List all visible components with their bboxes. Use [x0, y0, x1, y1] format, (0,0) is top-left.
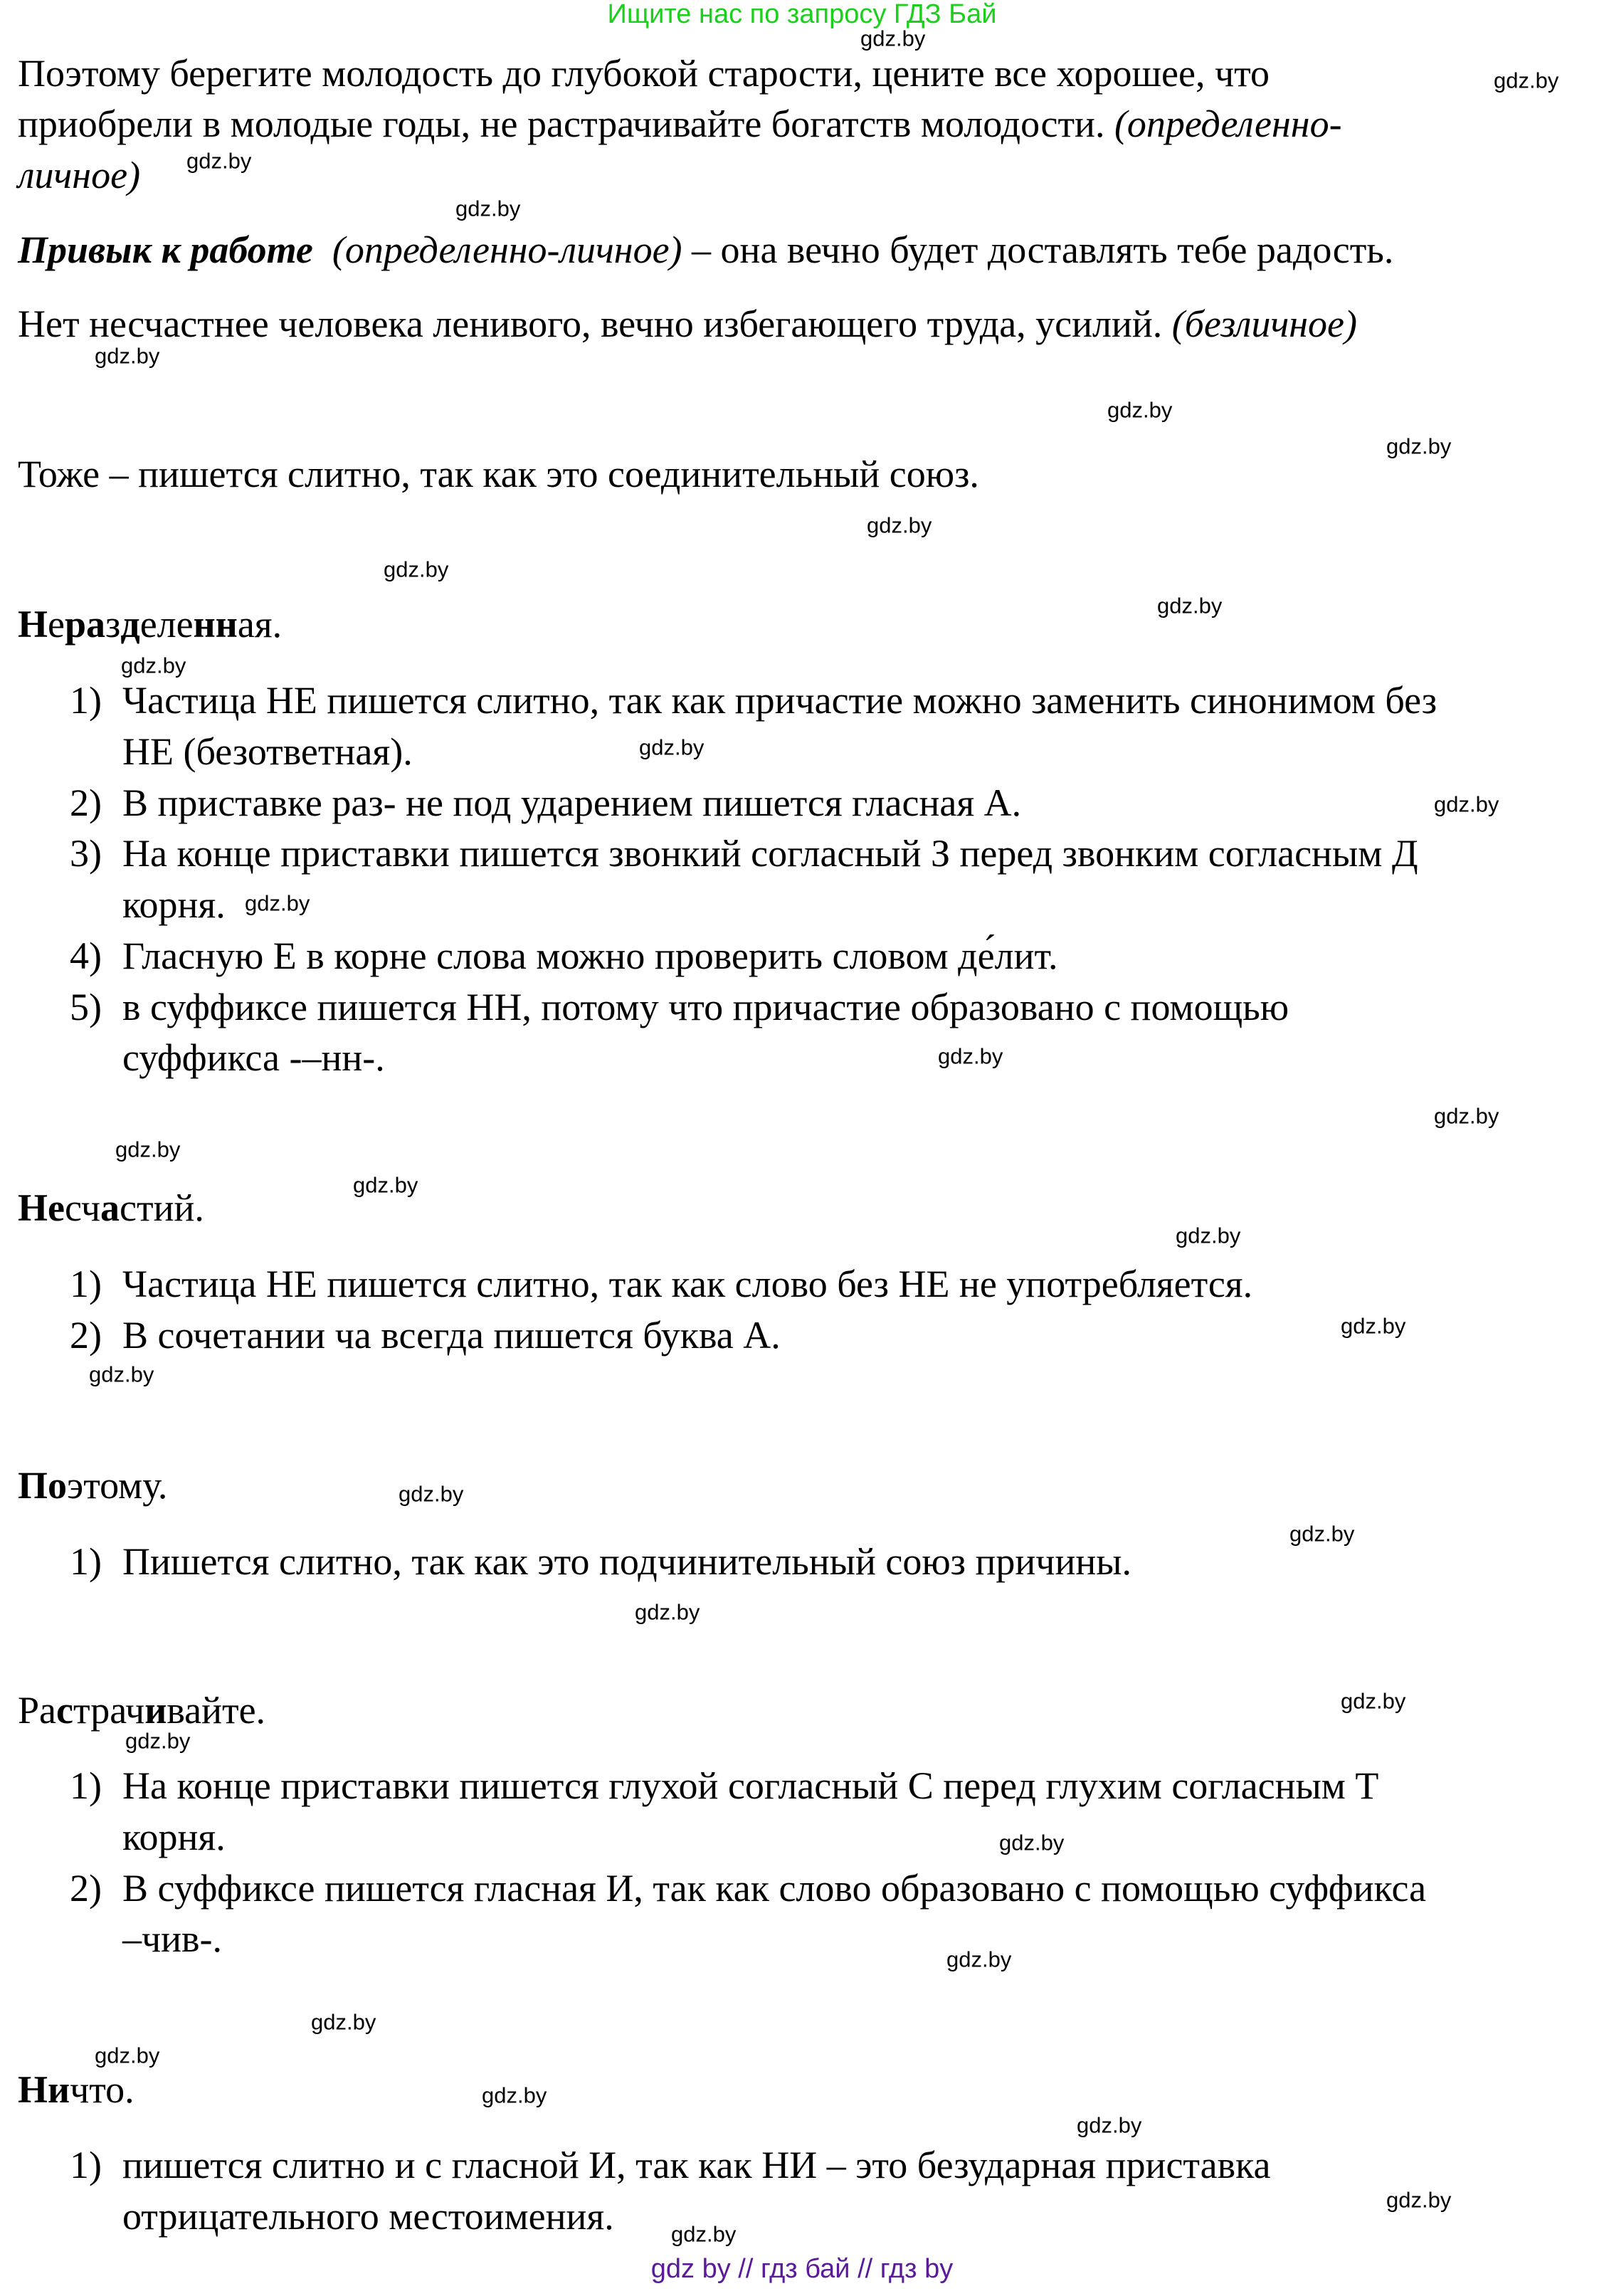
watermark: gdz.by: [121, 653, 186, 678]
section-heading: [18, 1689, 266, 1732]
watermark: gdz.by: [482, 2082, 547, 2108]
h-seg: сч: [64, 1186, 101, 1229]
watermark: gdz.by: [245, 890, 310, 916]
list-number: 4): [70, 934, 102, 977]
h-seg: ле: [157, 603, 194, 646]
watermark: gdz.by: [946, 1947, 1012, 1972]
text: приобрели в молодые годы, не растрачивайте богатств молодости.: [18, 102, 1114, 145]
paragraph-line: [18, 228, 1394, 271]
h-seg: з: [105, 603, 121, 646]
watermark: gdz.by: [1157, 593, 1223, 618]
watermark: gdz.by: [125, 1728, 191, 1754]
h-seg: ая.: [237, 603, 283, 646]
sentence-type: (определенно-личное): [332, 228, 682, 271]
section-heading: [18, 2070, 134, 2109]
watermark: gdz.by: [1434, 1103, 1499, 1129]
watermark: gdz.by: [399, 1481, 464, 1507]
h-seg: е: [139, 603, 157, 646]
watermark: gdz.by: [384, 557, 449, 582]
watermark: gdz.by: [1077, 2112, 1142, 2138]
list-number: 1): [70, 1764, 102, 1807]
search-banner[interactable]: Ищите нас по запросу ГДЗ Бай: [607, 0, 997, 29]
list-item: Частица НЕ пишется слитно, так как слово без НЕ не употребляется.: [122, 1263, 1253, 1305]
list-number: 3): [70, 832, 102, 875]
list-item: В приставке раз- не под ударением пишется гласная А.: [122, 781, 1022, 824]
list-item: отрицательного местоимения.: [122, 2195, 614, 2238]
h-seg: стий.: [120, 1186, 204, 1229]
list-item: НЕ (безответная).: [122, 730, 413, 773]
h-seg: вайте.: [167, 1689, 266, 1732]
list-number: 5): [70, 986, 102, 1028]
list-number: 1): [70, 2144, 102, 2186]
list-item: Частица НЕ пишется слитно, так как причастие можно заменить синонимом без: [122, 679, 1437, 722]
h-seg: Ни: [18, 2068, 70, 2111]
list-number: 2): [70, 1867, 102, 1910]
watermark: gdz.by: [938, 1043, 1003, 1069]
h-seg: с: [56, 1689, 73, 1732]
watermark: gdz.by: [353, 1172, 418, 1198]
list-item: корня.: [122, 1816, 226, 1858]
list-item: пишется слитно и с гласной И, так как НИ – это безударная приставка: [122, 2144, 1271, 2186]
sentence-type: (безличное): [1171, 302, 1357, 345]
h-seg: что.: [70, 2068, 134, 2111]
watermark: gdz.by: [95, 343, 160, 369]
list-item: в суффиксе пишется НН, потому что причастие образовано с помощью: [122, 986, 1289, 1028]
h-seg: трач: [73, 1689, 145, 1732]
list-number: 1): [70, 1540, 102, 1583]
paragraph-line: Поэтому берегите молодость до глубокой старости, цените все хорошее, что: [18, 52, 1270, 95]
watermark: gdz.by: [455, 196, 521, 221]
h-seg: Н: [18, 603, 48, 646]
watermark: gdz.by: [1386, 433, 1452, 459]
h-seg: По: [18, 1464, 68, 1507]
h-seg: е: [48, 603, 65, 646]
section-heading: [18, 1186, 204, 1229]
list-item: суффикса -–нн-.: [122, 1036, 385, 1079]
list-item: Пишется слитно, так как это подчинительный союз причины.: [122, 1540, 1132, 1583]
list-number: 2): [70, 1314, 102, 1357]
watermark: gdz.by: [999, 1830, 1065, 1855]
watermark: gdz.by: [867, 512, 932, 538]
watermark: gdz.by: [95, 2043, 160, 2068]
paragraph-line: [18, 302, 1357, 345]
bold-phrase: Привык к работе: [18, 228, 313, 271]
sentence-type: (определенно-: [1114, 102, 1342, 145]
h-seg: Не: [18, 1186, 65, 1229]
list-item: В суффиксе пишется гласная И, так как слово образовано с помощью суффикса: [122, 1867, 1427, 1910]
list-item: –чив-.: [122, 1917, 223, 1960]
h-seg: д: [120, 603, 140, 646]
section-heading: [18, 603, 283, 646]
footer-links[interactable]: gdz by // гдз бай // гдз by: [650, 2254, 954, 2284]
watermark: gdz.by: [311, 2009, 376, 2035]
list-number: 1): [70, 679, 102, 722]
list-item: На конце приставки пишется глухой согласный С перед глухим согласным Т: [122, 1764, 1379, 1807]
section-heading: [18, 1466, 167, 1505]
watermark: gdz.by: [1434, 791, 1499, 817]
list-item: Гласную Е в корне слова можно проверить словом де́лит.: [122, 934, 1058, 977]
list-number: 1): [70, 1263, 102, 1305]
watermark: gdz.by: [1176, 1223, 1241, 1248]
watermark: gdz.by: [1494, 68, 1559, 93]
h-seg: Ра: [18, 1689, 56, 1732]
watermark: gdz.by: [89, 1362, 154, 1387]
paragraph-line: [18, 156, 140, 194]
watermark: gdz.by: [860, 26, 926, 51]
watermark: gdz.by: [1341, 1313, 1406, 1339]
h-seg: нн: [193, 603, 238, 646]
paragraph-line: [18, 102, 1342, 145]
watermark: gdz.by: [1107, 397, 1173, 423]
h-seg: а: [100, 1186, 120, 1229]
text: Нет несчастнее человека ленивого, вечно избегающего труда, усилий.: [18, 302, 1172, 345]
h-seg: этому.: [67, 1464, 168, 1507]
list-item: На конце приставки пишется звонкий согласный З перед звонким согласным Д: [122, 832, 1418, 875]
watermark: gdz.by: [1386, 2187, 1452, 2213]
paragraph-line: Тоже – пишется слитно, так как это соединительный союз.: [18, 453, 979, 495]
list-item: корня.: [122, 883, 226, 926]
watermark: gdz.by: [1289, 1521, 1355, 1547]
watermark: gdz.by: [186, 148, 252, 174]
sentence-type: личное): [18, 154, 141, 196]
text: – она вечно будет доставлять тебе радость.: [682, 228, 1394, 271]
list-number: 2): [70, 781, 102, 824]
list-item: В сочетании ча всегда пишется буква А.: [122, 1314, 781, 1357]
watermark: gdz.by: [115, 1137, 181, 1162]
h-seg: и: [144, 1689, 167, 1732]
h-seg: ра: [64, 603, 106, 646]
watermark: gdz.by: [635, 1599, 700, 1625]
watermark: gdz.by: [639, 734, 705, 760]
watermark: gdz.by: [671, 2221, 737, 2247]
watermark: gdz.by: [1341, 1688, 1406, 1714]
